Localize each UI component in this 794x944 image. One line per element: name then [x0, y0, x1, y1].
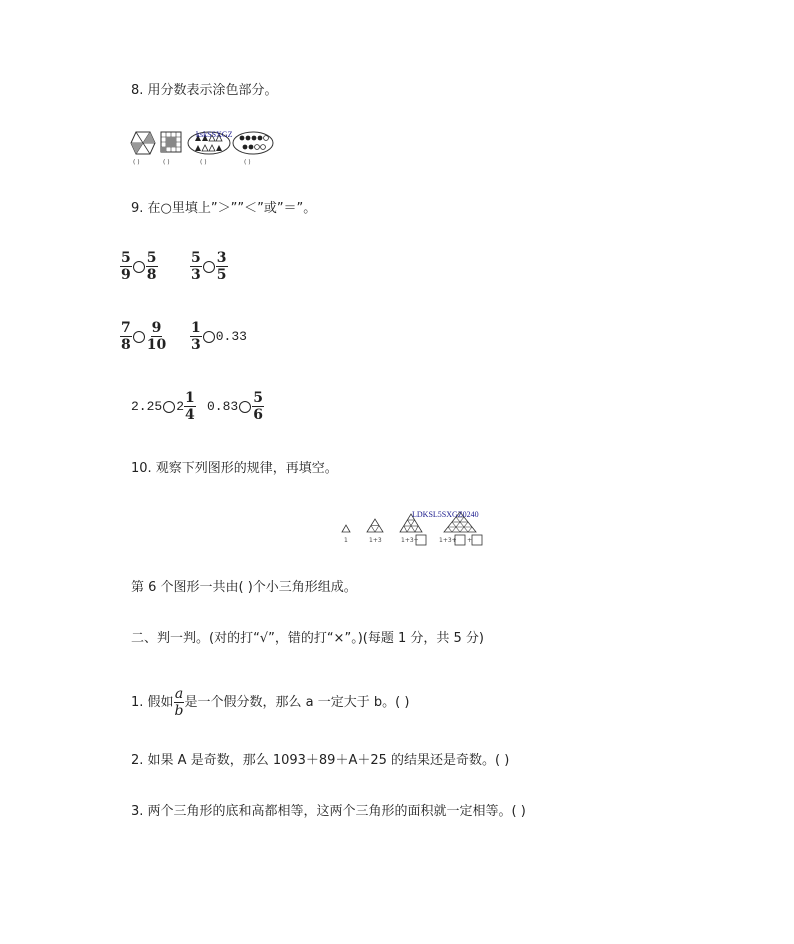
judge-item-1-post: 是一个假分数，那么 a 一定大于 b。( ): [184, 694, 410, 710]
fraction: $\frac{5}{9}$: [121, 250, 131, 283]
pattern-caption: 1+3: [369, 537, 382, 544]
q8-title: 8. 用分数表示涂色部分。: [131, 83, 278, 98]
pattern-caption: 1+3+: [401, 537, 419, 544]
compare-item: [190, 250, 228, 283]
hexagon-figure: [130, 131, 156, 155]
q10-question: 第 6 个图形一共由( )个小三角形组成。: [131, 580, 357, 595]
judge-item-3: 3. 两个三角形的底和高都相等，这两个三角形的面积就一定相等。( ): [131, 804, 526, 819]
pattern-caption: 1+3+: [439, 537, 457, 544]
decimal-value: 2.25: [131, 399, 163, 414]
part2-header: 二、判一判。(对的打“√”，错的打“×”。)(每题 1 分，共 5 分): [131, 631, 484, 646]
compare-item: [120, 320, 167, 353]
fraction: $\frac{9}{10}$: [146, 320, 167, 353]
fraction: $\frac{3}{5}$: [216, 250, 227, 283]
pattern-caption: 1: [344, 537, 348, 544]
compare-item: [131, 390, 196, 423]
pattern-caption: +: [467, 537, 473, 544]
compare-circle[interactable]: [203, 261, 215, 273]
compare-circle[interactable]: [239, 401, 251, 413]
answer-blank[interactable]: ( ): [133, 159, 140, 166]
decimal-value: 0.83: [207, 399, 239, 414]
fraction: $\frac{7}{8}$: [121, 320, 131, 353]
decimal-value: 0.33: [215, 329, 247, 344]
compare-item: [120, 250, 158, 283]
grid-square-figure: [160, 131, 182, 153]
answer-blank[interactable]: ( ): [244, 159, 251, 166]
answer-blank[interactable]: ( ): [200, 159, 207, 166]
fraction: $\frac{5}{6}$: [253, 390, 263, 423]
q10-title: 10. 观察下列图形的规律，再填空。: [131, 461, 338, 476]
compare-circle[interactable]: [203, 331, 215, 343]
compare-circle[interactable]: [133, 331, 145, 343]
fraction: $\frac{5}{3}$: [191, 250, 201, 283]
judge-item-1: [131, 686, 409, 719]
judge-item-2: 2. 如果 A 是奇数，那么 1093＋89＋A＋25 的结果还是奇数。( ): [131, 753, 510, 768]
fraction: $\frac{1}{4}$: [185, 390, 195, 423]
compare-circle[interactable]: [133, 261, 145, 273]
judge-item-1-pre: 1. 假如: [131, 694, 174, 710]
answer-blank[interactable]: ( ): [163, 159, 170, 166]
dots-ellipse-figure: [232, 131, 274, 155]
fraction-a-over-b: $\frac{a}{b}$: [174, 686, 184, 719]
whole-part: 2: [176, 399, 185, 414]
compare-item: [207, 390, 264, 423]
compare-circle[interactable]: [163, 401, 175, 413]
fraction: $\frac{5}{8}$: [146, 250, 157, 283]
fraction: $\frac{1}{3}$: [191, 320, 201, 353]
watermark-q10: LDKSL5SXGZ0240: [412, 510, 479, 519]
q9-title: 9. 在○里填上”＞””＜”或”＝”。: [131, 201, 317, 216]
compare-item: [190, 320, 247, 353]
watermark-q8: kskSSXGZ: [196, 130, 233, 139]
